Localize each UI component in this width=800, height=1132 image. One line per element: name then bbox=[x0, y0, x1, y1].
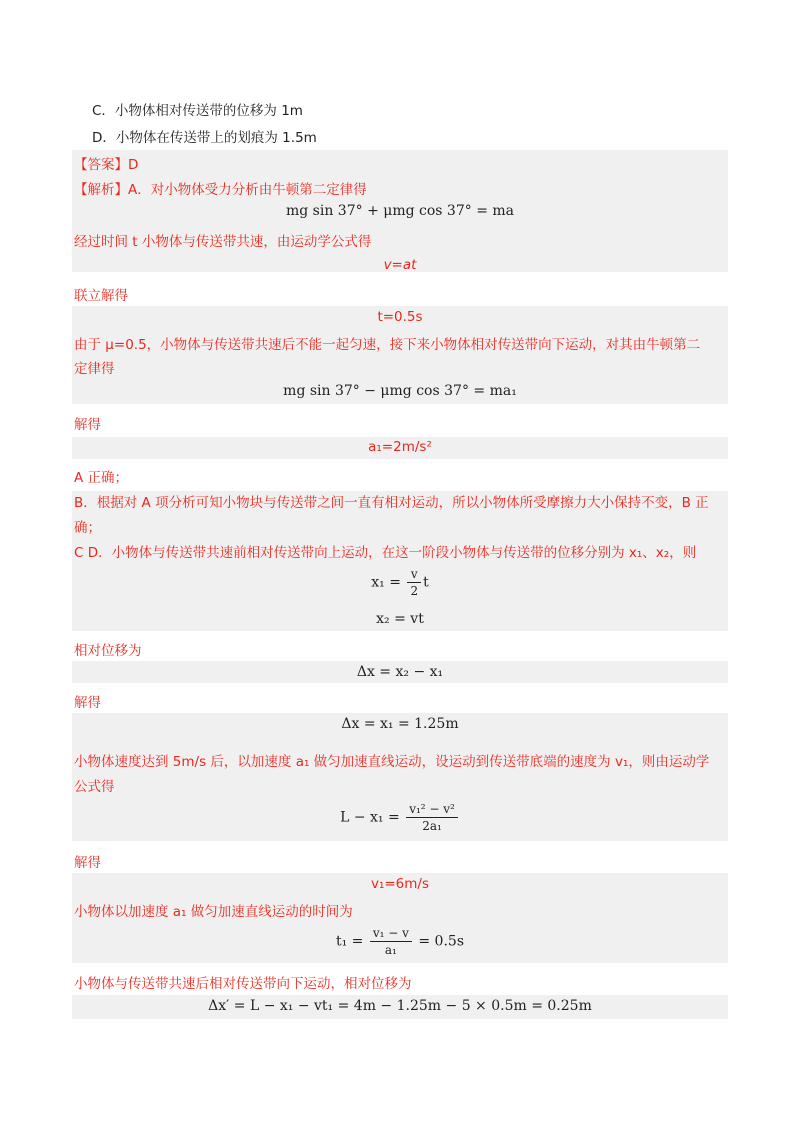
equation-t1-lhs: t₁ = bbox=[335, 933, 364, 950]
equation-v-at: v=at bbox=[383, 257, 417, 273]
equation-x1-denominator: 2 bbox=[410, 584, 419, 598]
equation-t-result: t=0.5s bbox=[377, 309, 423, 325]
equation-delta-x-prime: Δx′ = L − x₁ − vt₁ = 4m − 1.25m − 5 × 0.5m = 0.25m bbox=[208, 998, 592, 1014]
analysis-line-8: C D．小物体与传送带共速前相对传送带向上运动，在这一阶段小物体与传送带的位移分别为 x₁、x₂，则 bbox=[74, 545, 697, 561]
equation-newton-2: mg sin 37° − μmg cos 37° = ma₁ bbox=[283, 383, 517, 399]
equation-delta-x: Δx = x₂ − x₁ bbox=[356, 664, 444, 680]
analysis-line-3: 联立解得 bbox=[74, 288, 128, 304]
equation-t1 bbox=[72, 925, 728, 958]
analysis-line-4a: 由于 μ=0.5，小物体与传送带共速后不能一起匀速，接下来小物体相对传送带向下运动，对其由牛顿第二 bbox=[74, 337, 701, 353]
equation-kinematics bbox=[72, 801, 728, 834]
equation-x1 bbox=[72, 566, 728, 599]
analysis-line-14: 小物体与传送带共速后相对传送带向下运动，相对位移为 bbox=[74, 976, 412, 992]
solution-band-4 bbox=[72, 491, 728, 631]
equation-t1-denominator: a₁ bbox=[384, 943, 397, 957]
equation-kinematics-fraction bbox=[406, 801, 458, 834]
equation-t1-rhs: = 0.5s bbox=[418, 933, 465, 950]
equation-newton-1: mg sin 37° + μmg cos 37° = ma bbox=[285, 203, 515, 219]
analysis-line-11a: 小物体速度达到 5m/s 后，以加速度 a₁ 做匀加速直线运动，设运动到传送带底端的速度为 v₁，则由运动学 bbox=[74, 754, 710, 770]
equation-delta-x-label: Δx = bbox=[341, 716, 376, 732]
analysis-line-13: 小物体以加速度 a₁ 做匀加速直线运动的时间为 bbox=[74, 904, 353, 920]
analysis-line-1: 【解析】A．对小物体受力分析由牛顿第二定律得 bbox=[74, 182, 367, 198]
equation-x2: x₂ = vt bbox=[376, 611, 424, 627]
equation-delta-x-value: x₁ = 1.25m bbox=[380, 716, 459, 732]
analysis-line-12: 解得 bbox=[74, 855, 101, 871]
equation-t1-fraction bbox=[370, 925, 412, 958]
analysis-line-7a: B．根据对 A 项分析可知小物块与传送带之间一直有相对运动，所以小物体所受摩擦力大小保持不变，B 正 bbox=[74, 495, 709, 511]
analysis-line-11b: 公式得 bbox=[74, 779, 115, 795]
analysis-line-5: 解得 bbox=[74, 417, 101, 433]
equation-v1-result: v₁=6m/s bbox=[370, 876, 430, 892]
equation-kinematics-lhs: L − x₁ = bbox=[340, 809, 400, 826]
equation-x1-fraction bbox=[407, 566, 421, 599]
analysis-line-9: 相对位移为 bbox=[74, 643, 142, 659]
equation-kinematics-denominator: 2a₁ bbox=[422, 819, 442, 833]
option-d: D．小物体在传送带上的划痕为 1.5m bbox=[92, 130, 317, 146]
equation-kinematics-numerator: v₁² − v² bbox=[406, 801, 458, 818]
analysis-line-7b: 确； bbox=[74, 520, 101, 536]
equation-a1-result: a₁=2m/s² bbox=[368, 439, 432, 455]
equation-t1-numerator: v₁ − v bbox=[370, 925, 412, 942]
analysis-line-2: 经过时间 t 小物体与传送带共速，由运动学公式得 bbox=[74, 234, 372, 250]
answer-label: 【答案】D bbox=[74, 157, 139, 173]
equation-x1-lhs: x₁ = bbox=[371, 574, 401, 591]
equation-delta-x-result bbox=[72, 716, 728, 732]
analysis-line-10: 解得 bbox=[74, 695, 101, 711]
analysis-line-6: A 正确； bbox=[74, 470, 129, 486]
option-c: C．小物体相对传送带的位移为 1m bbox=[92, 103, 303, 119]
equation-x1-rhs: t bbox=[423, 574, 429, 591]
analysis-line-4b: 定律得 bbox=[74, 361, 115, 377]
equation-x1-numerator: v bbox=[407, 566, 421, 583]
